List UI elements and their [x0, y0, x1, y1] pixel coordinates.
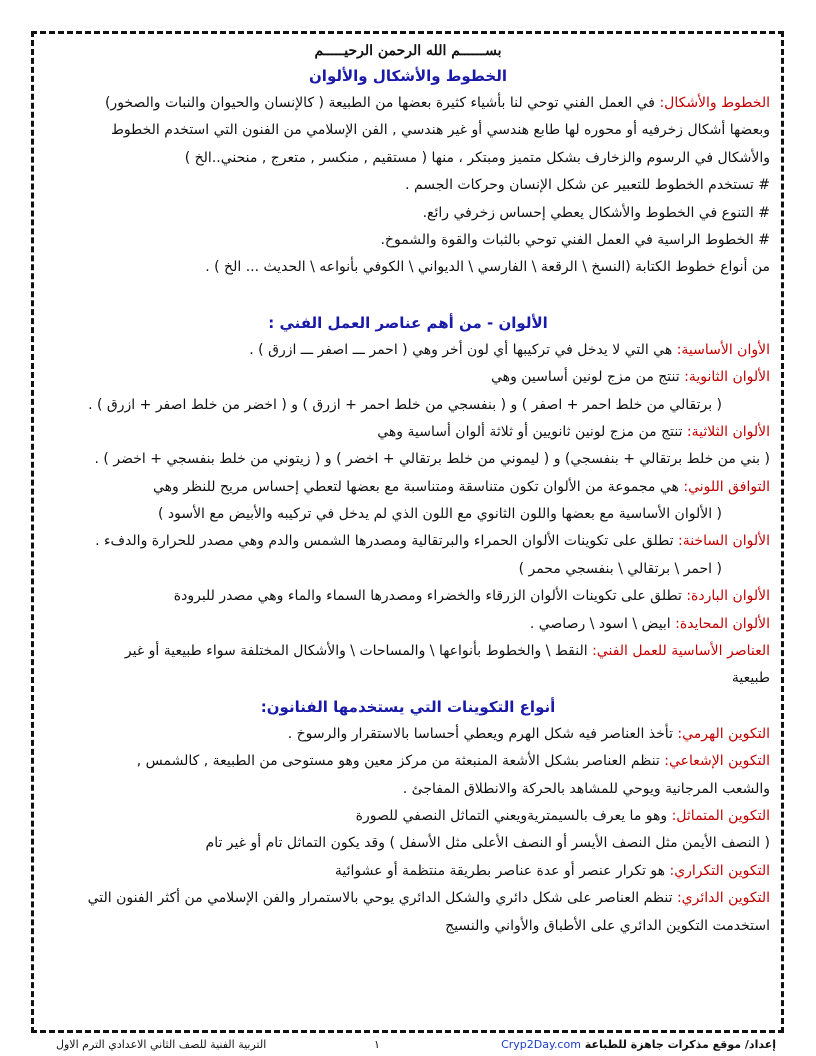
text-line	[46, 145, 770, 172]
text-line	[46, 172, 770, 199]
term-label: التكوين المتماثل:	[671, 807, 770, 824]
footer-credit	[501, 1036, 776, 1054]
line-text: # تستخدم الخطوط للتعبير عن شكل الإنسان وحركات الجسم .	[405, 177, 770, 194]
text-line	[46, 227, 770, 254]
term-label: التكوين الإشعاعي:	[664, 753, 770, 770]
text-line	[46, 830, 770, 857]
term-label: الألوان الباردة:	[686, 588, 770, 605]
line-text: ( احمر \ برتقالي \ بنفسجي محمر )	[518, 560, 722, 577]
text-line	[46, 392, 770, 419]
line-text: تنظم العناصر على شكل دائري والشكل الدائري يوحي بالاستمرار والفن الإسلامي من أكثر الفنون التي	[87, 890, 677, 907]
term-label: الألوان الساخنة:	[677, 533, 770, 550]
text-line	[46, 254, 770, 281]
line-text: تنظم العناصر بشكل الأشعة المنبعثة من مركز معين وهو مستوحى من الطبيعة , كالشمس ,	[136, 753, 665, 770]
line-text: ( برتقالي من خلط احمر + اصفر ) و ( بنفسجي من خلط احمر + ازرق ) و ( اخضر من خلط اصفر + ازرق ) .	[88, 396, 722, 413]
line-text: في العمل الفني توحي لنا بأشياء كثيرة بعضها من الطبيعة ( كالإنسان والحيوان والنبات والصخور)	[104, 95, 660, 111]
section-compositions	[46, 721, 770, 940]
term-label: الخطوط والأشكال:	[659, 95, 770, 111]
text-line	[46, 665, 770, 692]
text-line	[46, 200, 770, 227]
term-label: التوافق اللوني:	[683, 478, 770, 495]
term-label: الألوان الثانوية:	[684, 369, 770, 386]
footer-subject: التربية الفنية للصف الثاني الاعدادي الترم الاول	[56, 1038, 267, 1051]
footer-site: Cryp2Day.com	[501, 1038, 581, 1051]
text-line	[46, 583, 770, 610]
text-line	[46, 364, 770, 391]
text-line	[46, 858, 770, 885]
line-text: هو تكرار عنصر أو عدة عناصر بطريقة منتظمة أو عشوائية	[334, 862, 670, 879]
text-line	[46, 337, 770, 364]
text-line	[46, 611, 770, 638]
line-text: تطلق على تكوينات الألوان الحمراء والبرتقالية ومصدرها الشمس والدم وهي مصدر للحرارة والدفء .	[95, 533, 678, 550]
page-number: ١	[374, 1038, 380, 1051]
term-label: الألوان الثلاثية:	[686, 423, 770, 440]
text-line	[46, 446, 770, 473]
line-text: ( النصف الأيمن مثل النصف الأيسر أو النصف الأعلى مثل الأسفل ) وقد يكون التماثل تام أو غير تام	[205, 835, 770, 852]
text-line	[46, 117, 770, 144]
term-label: التكوين الهرمي:	[677, 725, 770, 742]
section-title-compositions: أنواع التكوينات التي يستخدمها الفنانون:	[260, 697, 556, 716]
line-text: النقط \ والخطوط بأنواعها \ والمساحات \ والأشكال المختلفة سواء طبيعية أو غير	[124, 643, 593, 660]
term-label: الألوان المحايدة:	[675, 615, 770, 632]
term-label: الأوان الأساسية:	[676, 341, 770, 358]
line-text: ( بني من خلط برتقالي + بنفسجي) و ( ليموني من خلط برتقالي + اخضر ) و ( زيتوني من خلط بنفسجي + اخضر ) .	[94, 451, 770, 468]
basmala: بســــــم الله الرحمن الرحيـــــم	[314, 43, 502, 59]
page-footer	[0, 1036, 816, 1054]
line-text: # الخطوط الراسية في العمل الفني توحي بالثبات والقوة والشموخ.	[380, 231, 770, 248]
text-line	[46, 913, 770, 940]
text-line	[46, 885, 770, 912]
text-line	[46, 803, 770, 830]
text-line	[46, 556, 770, 583]
term-label: التكوين الدائري:	[676, 890, 770, 907]
footer-credit-text: إعداد/ موقع مذكرات جاهزة للطباعة	[584, 1038, 776, 1051]
text-line	[46, 748, 770, 775]
section-title-lines-shapes: الخطوط والأشكال والألوان	[309, 67, 507, 85]
line-text: هي التي لا يدخل في تركيبها أي لون أخر وهي ( احمر ـــ اصفر ـــ ازرق ) .	[249, 341, 677, 358]
term-label: التكوين التكراري:	[669, 862, 770, 879]
line-text: طبيعية	[731, 670, 770, 687]
line-text: وهو ما يعرف بالسيمتريةويعني التماثل النصفي للصورة	[355, 807, 672, 824]
line-text: تنتج من مزج لونين ثانويين أو ثلاثة ألوان أساسية وهي	[377, 423, 687, 440]
line-text: استخدمت التكوين الدائري على الأطباق والأواني والنسيج	[445, 917, 770, 934]
line-text: من أنواع خطوط الكتابة (النسخ \ الرقعة \ الفارسي \ الديواني \ الكوفي بأنواعه \ الحديث ... الخ ) .	[205, 259, 770, 276]
section-title-colors: الألوان - من أهم عناصر العمل الفني :	[268, 313, 548, 332]
term-label: العناصر الأساسية للعمل الفني:	[592, 643, 770, 660]
text-line	[46, 528, 770, 555]
line-text: ابيض \ اسود \ رصاصي .	[529, 615, 676, 632]
line-text: والشعب المرجانية ويوحي للمشاهد بالحركة والانطلاق المفاجئ .	[402, 780, 770, 797]
line-text: والأشكال في الرسوم والزخارف بشكل متميز ومبتكر ، منها ( مستقيم , منكسر , متعرج , منحني..الخ )	[184, 149, 770, 166]
text-line	[46, 721, 770, 748]
section-colors	[46, 337, 770, 693]
line-text: تأخذ العناصر فيه شكل الهرم ويعطي أحساسا بالاستقرار والرسوخ .	[287, 725, 678, 742]
text-line	[46, 419, 770, 446]
text-line	[46, 90, 770, 117]
text-line	[46, 776, 770, 803]
text-line	[46, 501, 770, 528]
line-text: تطلق على تكوينات الألوان الزرقاء والخضراء ومصدرها السماء والماء وهي مصدر للبرودة	[173, 588, 687, 605]
text-line	[46, 638, 770, 665]
line-text: وبعضها أشكال زخرفيه أو محوره لها طابع هندسي أو غير هندسي , الفن الإسلامي من الفنون التي استخدم الخطوط	[110, 122, 770, 139]
text-line	[46, 474, 770, 501]
section-lines-shapes	[46, 90, 770, 282]
line-text: تنتج من مزج لونين أساسين وهي	[491, 369, 685, 386]
line-text: ( الألوان الأساسية مع بعضها واللون الثانوي مع اللون الذي لم يدخل في تركيبه والأبيض مع الأسود )	[157, 506, 722, 523]
line-text: # التنوع في الخطوط والأشكال يعطي إحساس زخرفي رائع.	[422, 204, 770, 221]
document-body	[46, 40, 770, 940]
line-text: هي مجموعة من الألوان تكون متناسقة ومتناسبة مع بعضها لتعطي إحساس مريح للنظر وهي	[152, 478, 684, 495]
